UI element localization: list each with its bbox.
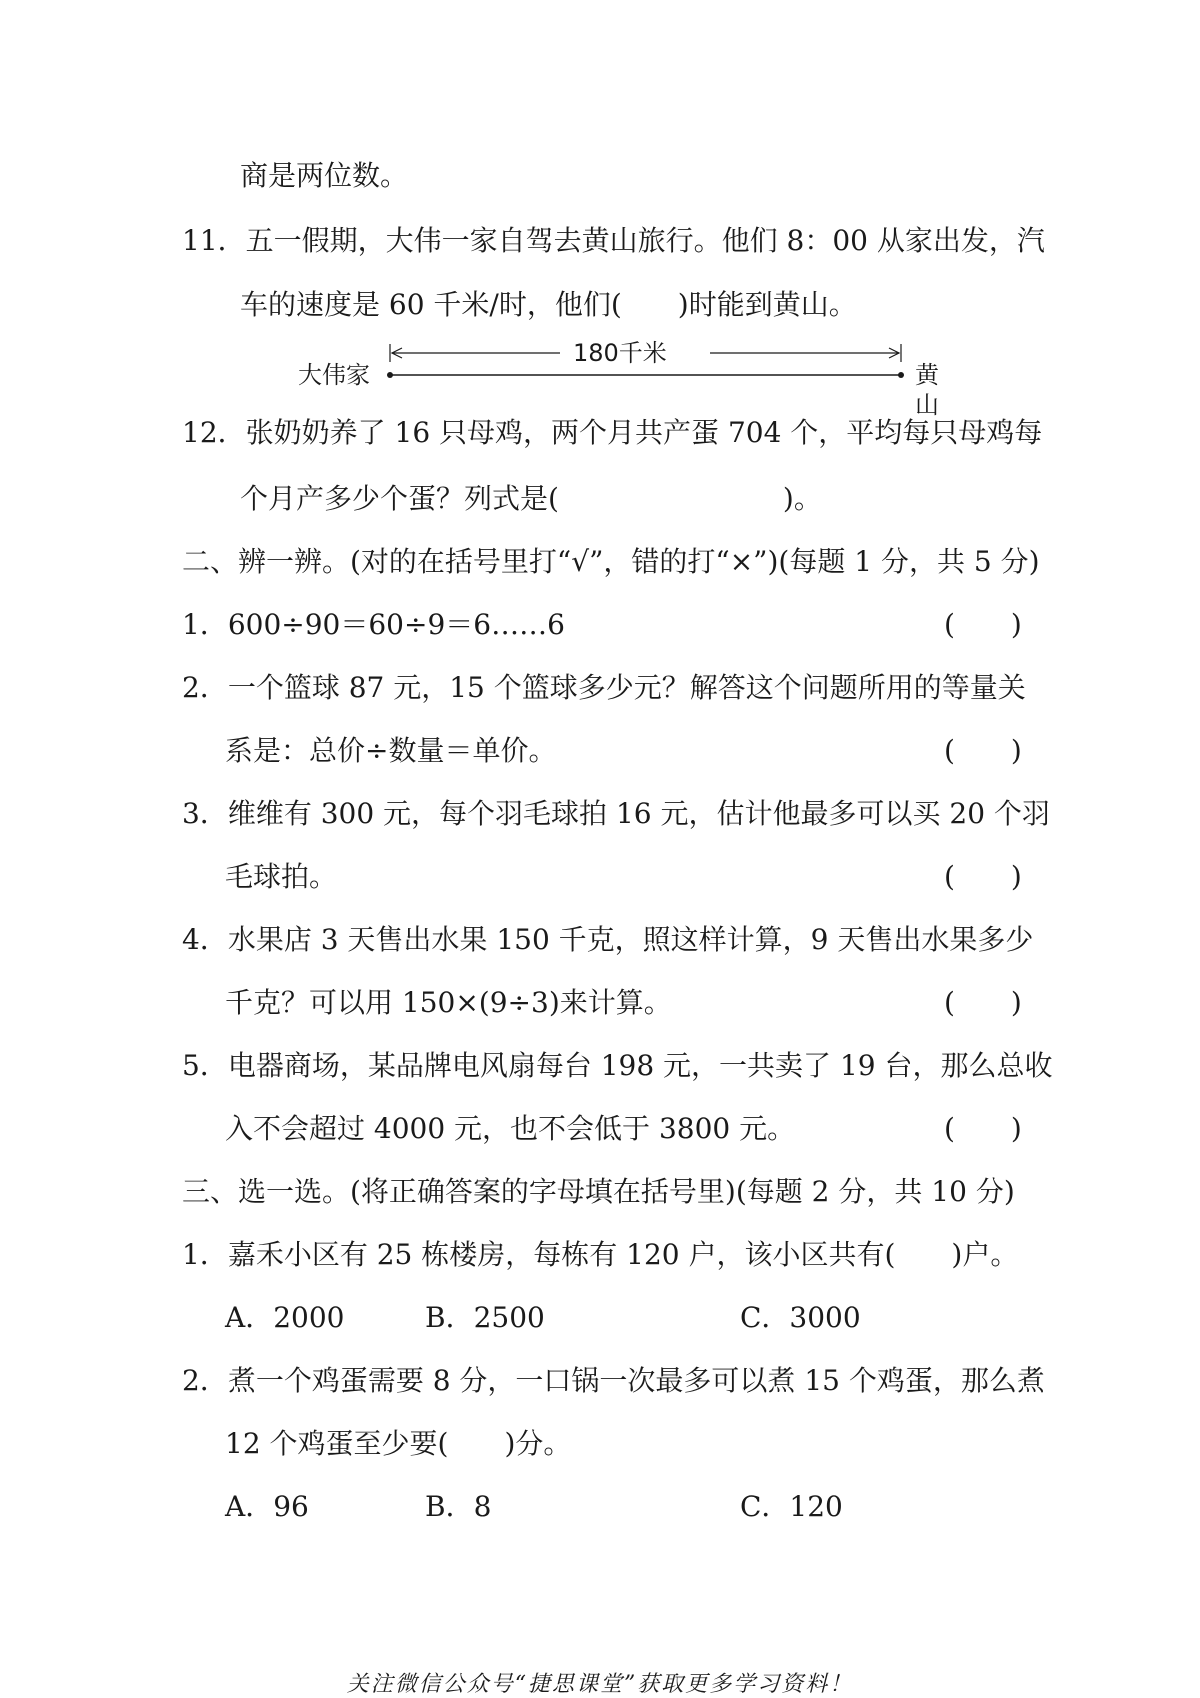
judge-5-line1: 5．电器商场，某品牌电风扇每台 198 元，一共卖了 19 台，那么总收 [182, 1049, 1053, 1082]
judge-2-line2: 系是：总价÷数量＝单价。 [225, 734, 557, 767]
choice-2-line2: 12 个鸡蛋至少要( )分。 [225, 1427, 572, 1460]
judge-5-bracket: ( ) [944, 1112, 1022, 1145]
judge-3-line2: 毛球拍。 [225, 860, 338, 893]
section-2-heading: 二、辨一辨。(对的在括号里打“√”，错的打“×”)(每题 1 分，共 5 分) [182, 545, 1040, 578]
choice-2-option-c: C．120 [740, 1490, 843, 1523]
choice-2-line1: 2．煮一个鸡蛋需要 8 分，一口锅一次最多可以煮 15 个鸡蛋，那么煮 [182, 1364, 1045, 1397]
diagram-end-label: 黄山 [915, 361, 939, 419]
q10-continuation: 商是两位数。 [240, 159, 409, 192]
choice-1-option-c: C．3000 [740, 1301, 861, 1334]
diagram-distance-label: 180千米 [573, 339, 667, 367]
judge-3-bracket: ( ) [944, 860, 1022, 893]
judge-1-bracket: ( ) [944, 608, 1022, 641]
judge-4-line2: 千克？可以用 150×(9÷3)来计算。 [225, 986, 672, 1019]
choice-2-option-b: B．8 [425, 1490, 492, 1523]
choice-1-option-a: A．2000 [225, 1301, 345, 1334]
distance-diagram [298, 339, 958, 419]
choice-2-option-a: A．96 [225, 1490, 309, 1523]
diagram-start-label: 大伟家 [298, 361, 370, 389]
judge-4-line1: 4．水果店 3 天售出水果 150 千克，照这样计算，9 天售出水果多少 [182, 923, 1034, 956]
judge-2-line1: 2．一个篮球 87 元，15 个篮球多少元？解答这个问题所用的等量关 [182, 671, 1026, 704]
judge-2-bracket: ( ) [944, 734, 1022, 767]
question-11-line1: 11．五一假期，大伟一家自驾去黄山旅行。他们 8：00 从家出发，汽 [182, 224, 1045, 257]
section-3-heading: 三、选一选。(将正确答案的字母填在括号里)(每题 2 分，共 10 分) [182, 1175, 1015, 1208]
choice-1-text: 1．嘉禾小区有 25 栋楼房，每栋有 120 户，该小区共有( )户。 [182, 1238, 1019, 1271]
judge-1-text: 1．600÷90＝60÷9＝6……6 [182, 608, 565, 641]
judge-5-line2: 入不会超过 4000 元，也不会低于 3800 元。 [225, 1112, 796, 1145]
footer-note: 关注微信公众号“捷思课堂”获取更多学习资料！ [346, 1672, 854, 1697]
judge-3-line1: 3．维维有 300 元，每个羽毛球拍 16 元，估计他最多可以买 20 个羽 [182, 797, 1050, 830]
question-12-line1: 12．张奶奶养了 16 只母鸡，两个月共产蛋 704 个，平均每只母鸡每 [182, 416, 1043, 449]
judge-4-bracket: ( ) [944, 986, 1022, 1019]
question-12-line2: 个月产多少个蛋？列式是( )。 [240, 482, 822, 515]
choice-1-option-b: B．2500 [425, 1301, 545, 1334]
question-11-line2: 车的速度是 60 千米/时，他们( )时能到黄山。 [240, 288, 857, 321]
